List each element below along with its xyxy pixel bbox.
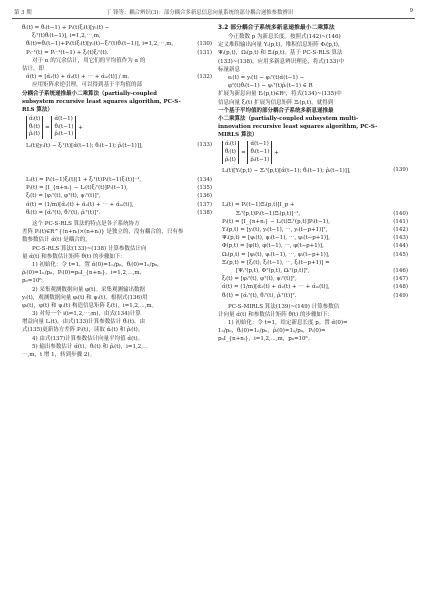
equation-text: ξᵢ(t) = [φᵢᵀ(t), φᵀ(t), ψᵢᵀ(t)]ᵀ, [222,276,297,283]
text-line: 数参数估计 α̂(t) 是耦合的。 [22,237,91,244]
equation-136 [22,192,212,200]
equation-text: Pᵢ(t) = [I_{n+nᵢ} − Lᵢ(t)ξᵢᵀ(t)]Pᵢ(t−1), [26,185,128,192]
equation-number: (141) [393,218,408,225]
text-line: φᵀ(t)θ̂ᵢ(t−1) − ψᵢᵀ(t)ρ̂ᵢ(t−1) ∈ R [228,83,313,90]
text-line: θ̂ᵢ(t) = θ̂ᵢ(t−1) + Pᵢ(t)ξᵢ(t)[yᵢ(t) − [22,25,110,31]
equation-text: Φ(p,t) = [φ(t), φ(t−1), ⋯, φ(t−p+1)], [222,243,324,250]
text-line: Ψᵢ(p,t)，Ωᵢ(p,t) 和 Ξᵢ(p,t)。基于 PC-S-RLS 算法 [218,50,343,57]
equation-135 [22,184,212,192]
matrix-entry: ρ̂ᵢ(t−1) [250,156,270,163]
equation-text: α̂(t) = (1/m)[α̂₁(t) + α̂₂(t) + ⋯ + α̂ₘ(t)], [222,284,330,291]
text-line: 估计，即 [22,65,45,72]
equation-text: Pᵢ(t) = [I_{n+nᵢ} − Lᵢ(t)Ξᵢᵀ(p,t)]Pᵢ(t−1), [222,218,331,225]
step-line: 1) 初始化：令 t=1，给定新息长度 p。置 α̂(0)= [228,320,348,327]
step-line: ρ̂ᵢ(0)=1ₙ/p₀，Pᵢ(0)=p₀I_{n+nᵢ}，i=1,2,⋯,m， [22,270,146,277]
equation-number: (140) [393,210,408,217]
step-line: p₀=10⁶。 [22,278,48,285]
equation-text: θ̂ᵢ(t)=θ̂ᵢ(t−1)+Pᵢ(t)ξᵢ(t)[yᵢ(t)−ξᵢᵀ(t)θ̂ᵢ(t−1)], i=1,2,⋯,m, [26,41,174,48]
matrix-entry: ρ̂ᵢ(t−1) [54,131,74,138]
matrix-entry: θ̂ᵢ(t) [225,149,236,156]
text-line: 今正数数 p 为新息长度。按照式(142)~(146) [228,34,341,40]
text-line: 扩展为新息向量 Eᵢ(p,t)∈Rᵖ，将式(134)~(135)中 [218,91,342,98]
step-line: yᵢ(t)，观测数据向量 φᵢ(t) 和 ψᵢ(t)，根据式(136)用 [22,294,148,301]
equation-text: Ξᵢ(p,t) = [ξᵢ(t), ξᵢ(t−1), ⋯, ξᵢ(t−p+1)] = [222,259,330,266]
equation-number: (135) [197,185,212,192]
text-line: 定义堆积输出向量 Yᵢ(p,t)，堆积信息矩阵 Φᵢ(p,t)， [218,42,344,49]
equation-147 [218,275,408,283]
issue-number: 第 3 期 [14,10,32,16]
text-line: innovation recursive least squares algorithm, PC-S- [218,124,378,131]
step-line: 2) 采集观测数据向量 φ(t)。采集观测输出数据 [32,286,145,293]
equation-tail: Lᵢ(t)[yᵢ(t) − ξᵢᵀ(t)[α̂(t−1); θ̂ᵢ(t−1); ρ̂ᵢ(t−1)]], [26,142,143,149]
equation-number: (131) [197,49,212,56]
estimate-vector [222,141,239,164]
equation-number: (136) [197,193,212,200]
equation-137 [22,201,212,209]
left-column [22,24,212,594]
running-title: 丁 锋等：耦合辨识(3)：部分耦合多新息信息向量系统的部分耦合递推参数辨识 [106,10,294,16]
equation-text: α̂(t) = [α̂₁(t) + α̂₂(t) + ⋯ + α̂ₘ(t)] / m. [26,74,130,81]
equation-number: (130) [197,41,212,48]
equation-text: Pᵢ⁻¹(t) = Pᵢ⁻¹(t−1) + ξᵢ(t)ξᵢᵀ(t). [26,49,109,56]
step-line: 1) 初始化：令 t=1，置 α̂(0)=1ₙ/p₀，θ̂ᵢ(0)=1ₙ/p₀， [32,261,163,268]
equation-146 [218,267,408,275]
text-line: 对于 α 的冗余估计，用它们的平均值作为 α 的 [32,57,146,64]
equation-130 [22,40,212,48]
equation-145 [218,251,408,259]
equation-132 [22,73,212,81]
equation-tail: Lᵢ(t)[Yᵢ(p,t) − Ξᵢᵀ(p,t)[α̂(t−1); θ̂ᵢ(t−1); ρ̂ᵢ(t−1)]], [222,168,351,175]
equation-140 [218,210,408,218]
text-line: 这个 PC-S-RLS 算法的特点是各子系统协方 [32,221,140,227]
equation-148 [218,283,408,291]
equation-text: Yᵢ(p,t) = [yᵢ(t), yᵢ(t−1), ⋯, yᵢ(t−p+1)]ᵀ, [222,227,328,233]
equation-text: Ξᵢᵀ(p,t)Pᵢ(t−1)Ξᵢ(p,t)]⁻¹, [236,210,301,217]
equation-144 [218,242,408,250]
text-line: ξᵢᵀ(t)θ̂ᵢ(t−1)], i=1,2,⋯,m, [32,33,101,40]
text-line: subsystem recursive least squares algorithm, PC-S- [22,98,181,105]
equation-number: (138) [197,209,212,216]
text-line: 小二乘算法（partially-coupled subsystem multi- [218,115,359,122]
equation-146a [218,259,408,267]
step-line: 增益向量 Lᵢ(t)，由式(133)计算参数估计 θ̂ᵢ(t)，由 [22,319,145,326]
previous-estimate-vector [51,116,76,139]
text-line: PC-S-MIRLS 算法(139)~(149) 计算参数估 [228,303,340,310]
equation-142 [218,226,408,234]
equation-number: (148) [393,284,408,291]
section-title: 3.2 部分耦合子系统多新息递推最小二乘算法 [218,25,335,31]
text-line: (133)~(138)，应用多新息辨识理论，将式(133)中 [218,58,344,65]
text-line: RLS 算法） [22,106,53,113]
equation-number: (137) [197,201,212,208]
equation-number: (149) [393,292,408,299]
equation-number: (142) [393,227,408,233]
equation-139: α̂ᵢ(t) θ̂ᵢ(t) ρ̂ᵢ(t) = α̂(t−1) θ̂ᵢ(t−1) ρ̂ᵢ(t−1) + Lᵢ(t)[Yᵢ(p,t) − Ξᵢᵀ(p,t)[α̂(t−1); θ̂ᵢ(t−1); ρ̂ᵢ(t−1)]], (139) [222,141,408,175]
previous-estimate-vector [247,141,272,164]
matrix-entry: α̂ᵢ(t) [225,141,237,148]
header-rule [12,18,415,19]
equation-133: α̂ᵢ(t) θ̂ᵢ(t) ρ̂ᵢ(t) = α̂(t−1) θ̂ᵢ(t−1) ρ̂ᵢ(t−1) + Lᵢ(t)[yᵢ(t) − ξᵢᵀ(t)[α̂(t−1); θ̂ᵢ(t−1); ρ̂ᵢ(t−1)]], (133) [26,116,212,149]
text-line: MIRLS 算法） [218,132,258,139]
equation-138 [22,209,212,217]
equation-number: (145) [393,251,408,258]
matrix-entry: α̂(t−1) [250,141,269,148]
equation-text: θ̂ᵢ(t) = [α̂ᵢᵀ(t), θ̂ᵢᵀ(t), ρ̂ᵢᵀ(t)]ᵀ. [26,209,101,216]
page-number: 9 [409,8,413,14]
equation-number: (134) [197,177,212,184]
matrix-entry: θ̂ᵢ(t−1) [54,123,74,130]
text-line: 量 α̂(t) 和参数估计矩阵 θ̂(t) 的步骤如下： [22,253,127,260]
equation-number: (146) [393,267,408,274]
equation-text: Ψᵢ(p,t) = [ψᵢ(t), ψᵢ(t−1), ⋯, ψᵢ(t−p+1)], [222,235,330,242]
equation-number: (144) [393,243,408,250]
equation-text: [Ψᵢᵀ(p,t), Φᵀ(p,t), Ωᵢᵀ(p,t)]ᵀ, [236,267,310,274]
equation-text: Lᵢ(t) = Pᵢ(t−1)ξᵢ(t)[1 + ξᵢᵀ(t)Pᵢ(t−1)ξᵢ(t)]⁻¹, [26,177,142,184]
estimate-vector [26,116,43,139]
text-line: 一个基于平均值的部分耦合子系统多新息递推最 [218,107,334,114]
equation-140a [218,201,408,209]
step-line: 3) 对每一个 i(i=1,2,⋯,m)，由式(134)计算 [32,311,141,318]
step-line: φᵢ(t)，φ(t) 和 ψᵢ(t) 构造信息矩阵 ξᵢ(t)，i=1,2,⋯,m。 [22,302,158,309]
equation-number: (132) [197,74,212,81]
text-line: eᵢ(t) = yᵢ(t) − φᵢᵀ(t)α̂(t−1) − [228,74,305,81]
step-line: 4) 由式(137)计算参数估计向量平均值 α̂(t)。 [32,335,144,342]
matrix-entry: ρ̂ᵢ(t) [29,131,40,138]
text-line: 计向量 α̂(t) 和参数估计矩阵 θ̂(t) 的步骤如下： [218,311,334,318]
step-line: 式(135)更新协方差阵 Pᵢ(t)，读取 α̂ᵢ(t) 和 ρ̂ᵢ(t)。 [22,327,144,334]
equation-141 [218,218,408,226]
step-line: 1ₙ/p₀，θ̂ᵢ(0)=1ₙ/p₀，ρ̂ᵢ(0)=1ₙ/p₀，Pᵢ(0)= [218,328,326,335]
text-line: 分耦合子系统递推最小二乘算法（partially-coupled [22,90,157,97]
step-line: 5) 输出参数估计 α̂(t)，θ̂ᵢ(t) 和 ρ̂ᵢ(t)，i=1,2,⋯ [32,343,148,350]
equation-text: Ωᵢ(p,t) = [ψᵢ(t), ψᵢ(t−1), ⋯, ψᵢ(t−p+1)], [222,251,330,258]
matrix-entry: θ̂ᵢ(t) [29,123,40,130]
equation-134 [22,176,212,184]
equation-text: Lᵢ(t) = Pᵢ(t−1)Ξᵢ(p,t)[I_p + [222,202,295,209]
equation-text: ξᵢ(t) = [φᵢᵀ(t), φᵀ(t), ψᵢᵀ(t)]ᵀ, [26,193,101,200]
equation-143 [218,234,408,242]
text-line: 应用矩阵求逆引理，可以得到基于平均值的部 [32,82,143,89]
equation-text: α̂(t) = (1/m)[α̂₁(t) + α̂₂(t) + ⋯ + α̂ₘ(t)], [26,201,134,208]
text-line: 标量新息 [218,66,241,73]
right-column [218,24,408,594]
equation-number: (133) [197,142,212,149]
equation-text: θ̂ᵢ(t) = [α̂ᵢᵀ(t), θ̂ᵢᵀ(t), ρ̂ᵢᵀ(t)]ᵀ. [222,292,297,299]
equation-number: (139) [393,167,408,174]
equation-number: (143) [393,235,408,242]
step-line: ⋯,m，t 增 1，转到步骤 2)。 [22,352,96,358]
matrix-entry: ρ̂ᵢ(t) [225,156,236,163]
text-line: PC-S-RLS 算法(133)~(138) 计算参数估计向 [32,245,147,252]
equation-number: (147) [393,276,408,283]
matrix-entry: α̂ᵢ(t) [29,116,41,123]
step-line: p₀I_{n+nᵢ}，i=1,2,⋯,m，p₀=10⁶。 [218,336,314,343]
equation-131 [22,49,212,57]
matrix-entry: α̂(t−1) [54,116,73,123]
text-line: 差阵 Pᵢ(t)∈R^{(n+nᵢ)×(n+nᵢ)} 是独立的，没有耦合的，只有参 [22,229,184,236]
equation-149 [218,292,408,300]
text-line: 信息向量 ξᵢ(t) 扩展为信息矩阵 Ξᵢ(p,t)，就得到 [218,99,334,106]
matrix-entry: θ̂ᵢ(t−1) [250,149,270,156]
